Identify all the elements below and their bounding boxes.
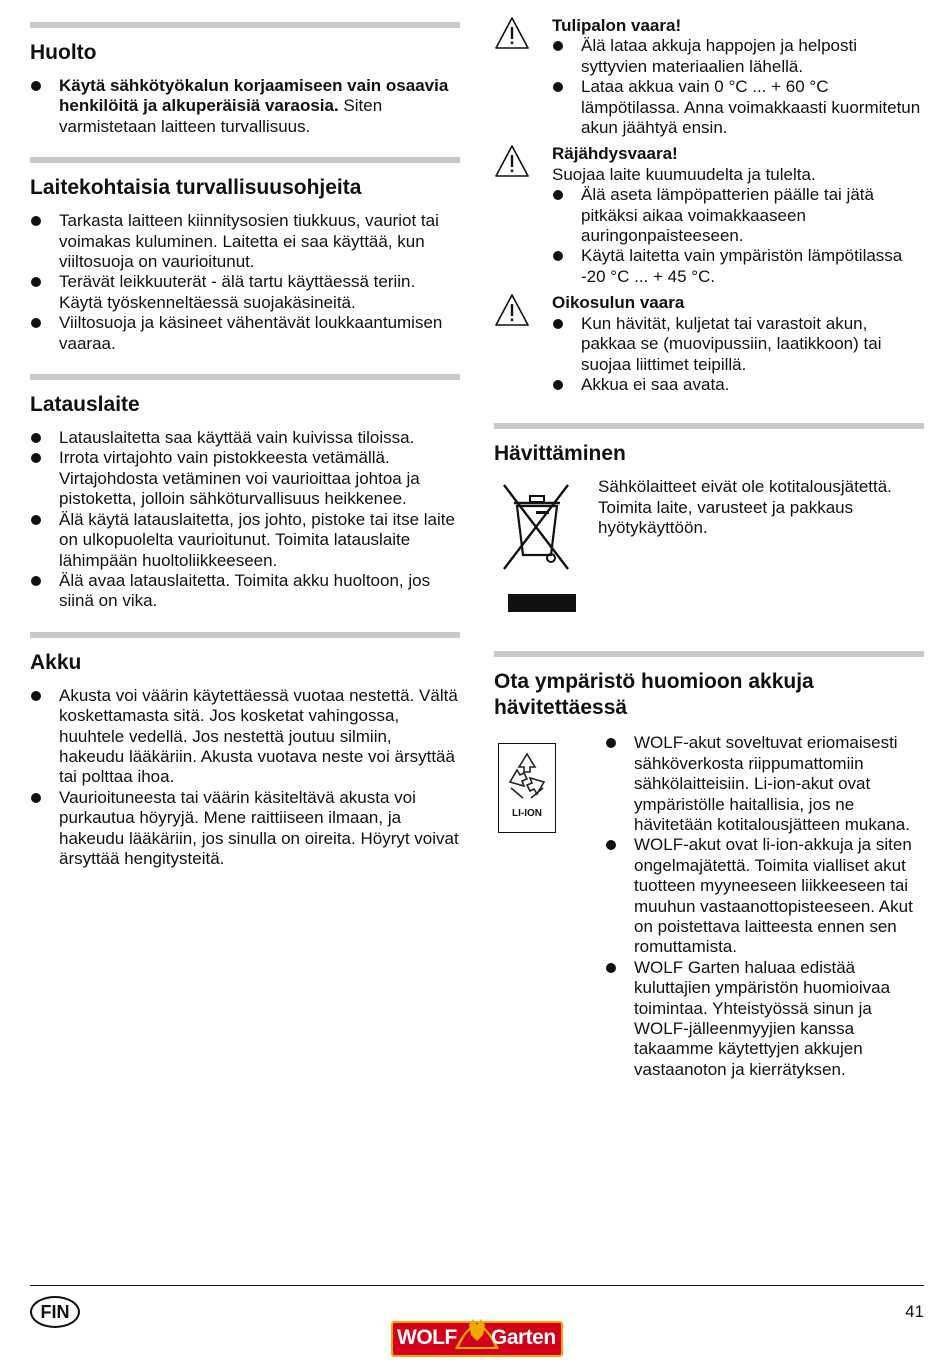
- crossed-bin-icon: [498, 479, 576, 613]
- list-item: Lataa akkua vain 0 °C ... + 60 °C lämpötilassa. Anna voimakkaasti kuormitetun akun jäähtyä ensin.: [552, 77, 924, 138]
- warning-triangle-icon: [494, 144, 530, 178]
- list-item: Terävät leikkuuterät - älä tartu käyttäessä teriin. Käytä työskenneltäessä suojakäsineitä.: [30, 272, 460, 313]
- list-item: Käytä laitetta vain ympäristön lämpötilassa -20 °C ... + 45 °C.: [552, 246, 924, 287]
- list-item: Älä käytä latauslaitetta, jos johto, pistoke tai itse laite on ulkopuolelta vaurioitunut. Toimita latauslaite lähimpään huoltoliikkeeseen.: [30, 510, 460, 571]
- section-huolto: [30, 22, 460, 137]
- warning-title: Oikosulun vaara: [552, 293, 685, 313]
- section-akku: [30, 632, 460, 870]
- disposal-block: [494, 477, 924, 617]
- li-ion-label: LI-ION: [512, 808, 542, 820]
- list-item: Viiltosuoja ja käsineet vähentävät loukkaantumisen vaaraa.: [30, 313, 460, 354]
- warning-triangle-icon: [494, 293, 530, 327]
- footer-rule: [30, 1285, 924, 1286]
- section-title: Hävittäminen: [494, 442, 626, 466]
- warning-title: Räjähdysvaara!: [552, 144, 678, 164]
- section-latauslaite: [30, 374, 460, 612]
- warning-title: Tulipalon vaara!: [552, 16, 682, 35]
- section-rule: [30, 374, 460, 380]
- section-rule: [494, 423, 924, 429]
- list-item: [30, 76, 460, 137]
- list-item: Älä avaa latauslaitetta. Toimita akku huoltoon, jos siinä on vika.: [30, 571, 460, 612]
- language-badge: FIN: [30, 1296, 80, 1328]
- section-title: Ota ympäristö huomioon akkuja hävitettäessä: [494, 670, 814, 720]
- warning-explosion: [494, 144, 924, 287]
- warning-intro: Suojaa laite kuumuudelta ja tulelta.: [552, 164, 816, 184]
- list-item: WOLF-akut ovat li-ion-akkuja ja siten ongelmajätettä. Toimita vialliset akut tuotteen myyneeseen liikkeeseen tai muuhun vastaanottopisteeseen. Akut on poistettava laitteesta ennen sen romuttamista.: [605, 835, 924, 957]
- bullet-list: [552, 36, 924, 138]
- list-item: WOLF-akut soveltuvat eriomaisesti sähköverkosta riippumattomiin sähkölaitteisiin. Li-ion-akut ovat ympäristölle haitallisia, jos ne hävitetään kotitalousjätteen mukana.: [605, 733, 924, 835]
- section-havittaminen: [494, 423, 924, 617]
- logo-wolf-text: WOLF: [397, 1326, 457, 1349]
- section-title: Huolto: [30, 41, 97, 64]
- bold-text: Käytä sähkötyökalun korjaamiseen vain osaavia henkilöitä ja alkuperäisiä varaosia.: [59, 76, 449, 116]
- right-column: [494, 16, 924, 1080]
- disposal-text: Sähkölaitteet eivät ole kotitalousjätettä. Toimita laite, varusteet ja pakkaus hyötykäyttöön.: [598, 477, 892, 538]
- bullet-list: [552, 314, 924, 396]
- item-text: Siten varmistetaan laitteen turvallisuus.: [59, 96, 383, 136]
- section-rule: [30, 22, 460, 28]
- section-rule: [30, 632, 460, 638]
- section-laitekohtaisia: [30, 157, 460, 354]
- list-item: Vaurioituneesta tai väärin käsiteltävä akusta voi purkautua höyryjä. Mene raittiiseen ilmaan, ja hakeudu lääkäriin, jos sinulla on oireita. Höyryt voivat ärsyttää hengitysteitä.: [30, 788, 460, 870]
- section-rule: [30, 157, 460, 163]
- section-ymparisto: [494, 651, 924, 1080]
- recycle-block: [494, 731, 924, 1080]
- warning-fire: [494, 16, 924, 138]
- section-title: Akku: [30, 650, 82, 674]
- warning-short-circuit: [494, 293, 924, 395]
- list-item: Älä lataa akkuja happojen ja helposti syttyvien materiaalien lähellä.: [552, 36, 924, 77]
- list-item: WOLF Garten haluaa edistää kuluttajien ympäristön huomioivaa toimintaa. Yhteistyössä sinun ja WOLF-jälleenmyyjien kanssa takaamme käytettyjen akkujen vastaanoton ja kierrätyksen.: [605, 958, 924, 1080]
- bullet-list: [605, 731, 924, 1080]
- section-title: Latauslaite: [30, 393, 140, 417]
- list-item: Kun hävität, kuljetat tai varastoit akun, pakkaa se (muovipussiin, laatikkoon) tai suojaa liittimet teipillä.: [552, 314, 924, 375]
- page-number: 41: [905, 1302, 924, 1321]
- wolf-garten-logo: [391, 1305, 563, 1359]
- list-item: Akkua ei saa avata.: [552, 375, 924, 395]
- recycle-icon: [505, 750, 549, 802]
- list-item: Tarkasta laitteen kiinnitysosien tiukkuus, vauriot tai voimakas kuluminen. Laitetta ei saa käyttää, kun viiltosuoja on vaurioitunut.: [30, 211, 460, 272]
- section-title: Laitekohtaisia turvallisuusohjeita: [30, 176, 362, 200]
- bullet-list: [30, 211, 460, 354]
- list-item: Älä aseta lämpöpatterien päälle tai jätä pitkäksi aikaa voimakkaaseen auringonpaisteeseen.: [552, 185, 924, 246]
- bullet-list: [30, 428, 460, 612]
- li-ion-recycle-badge: [498, 743, 556, 833]
- list-item: Latauslaitetta saa käyttää vain kuivissa tiloissa.: [30, 428, 460, 448]
- warning-triangle-icon: [494, 16, 530, 50]
- list-item: Irrota virtajohto vain pistokkeesta vetämällä. Virtajohdosta vetäminen voi vaurioittaa johtoa ja pistoketta, jolloin sähköturvallisuus heikkenee.: [30, 448, 460, 509]
- section-rule: [494, 651, 924, 657]
- left-column: [30, 22, 460, 869]
- bullet-list: [30, 686, 460, 870]
- bullet-list: [552, 185, 924, 287]
- bullet-list: [30, 76, 460, 137]
- logo-garten-text: Garten: [491, 1326, 556, 1349]
- list-item: Akusta voi väärin käytettäessä vuotaa nestettä. Vältä koskettamasta sitä. Jos kosketat vahingossa, huuhtele vedellä. Jos nestettä joutuu silmiin, hakeudu lääkäriin. Akusta vuotava neste voi ärsyttää tai polttaa ihoa.: [30, 686, 460, 788]
